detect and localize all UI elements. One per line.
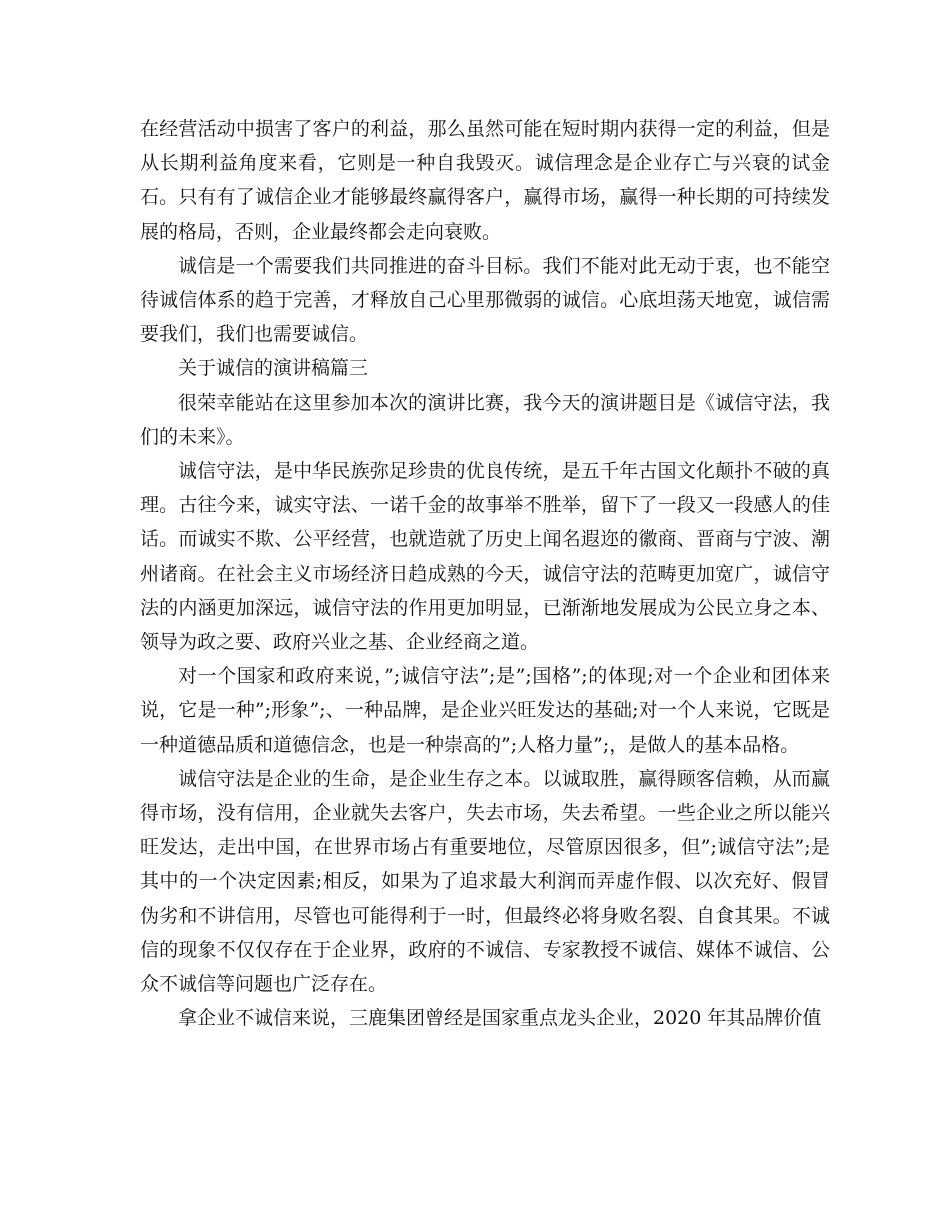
section-heading: 关于诚信的演讲稿篇三 bbox=[178, 357, 369, 380]
paragraph: 诚信守法，是中华民族弥足珍贵的优良传统，是五千年古国文化颠扑不破的真理。古往今来，诚实守法、一诺千金的故事举不胜举，留下了一段又一段感人的佳话。而诚实不欺、公平经营，也就造就了历史上闻名遐迩的徽商、晋商与宁波、潮州诸商。在社会主义市场经济日趋成熟的今天，诚信守法的范畴更加宽广，诚信守法的内涵更加深远，诚信守法的作用更加明显，已渐渐地发展成为公民立身之本、领导为政之要、政府兴业之基、企业经商之道。 bbox=[140, 460, 830, 654]
paragraph-continuation: 在经营活动中损害了客户的利益，那么虽然可能在短时期内获得一定的利益，但是从长期利益角度来看，它则是一种自我毁灭。诚信理念是企业存亡与兴衰的试金石。只有有了诚信企业才能够最终赢得客户，赢得市场，赢得一种长期的可持续发展的格局，否则，企业最终都会走向衰败。 bbox=[140, 118, 830, 243]
paragraph: 对一个国家和政府来说，”;诚信守法”;是”;国格”;的体现;对一个企业和团体来说，它是一种”;形象”;、一种品牌，是企业兴旺发达的基础;对一个人来说，它既是一种道德品质和道德信念，也是一种崇高的”;人格力量”;，是做人的基本品格。 bbox=[140, 665, 830, 756]
paragraph: 很荣幸能站在这里参加本次的演讲比赛，我今天的演讲题目是《诚信守法，我们的未来》。 bbox=[140, 391, 830, 448]
paragraph: 拿企业不诚信来说，三鹿集团曾经是国家重点龙头企业，2020 年其品牌价值 bbox=[178, 1007, 822, 1030]
paragraph: 诚信是一个需要我们共同推进的奋斗目标。我们不能对此无动于衷，也不能空待诚信体系的趋于完善，才释放自己心里那微弱的诚信。心底坦荡天地宽，诚信需要我们，我们也需要诚信。 bbox=[140, 254, 830, 346]
document-body bbox=[140, 112, 830, 1035]
paragraph: 诚信守法是企业的生命，是企业生存之本。以诚取胜，赢得顾客信赖，从而赢得市场，没有信用，企业就失去客户，失去市场，失去希望。一些企业之所以能兴旺发达，走出中国，在世界市场占有重要地位，尽管原因很多，但”;诚信守法”;是其中的一个决定因素;相反，如果为了追求最大利润而弄虚作假、以次充好、假冒伪劣和不讲信用，尽管也可能得利于一时，但最终必将身败名裂、自食其果。不诚信的现象不仅仅存在于企业界，政府的不诚信、专家教授不诚信、媒体不诚信、公众不诚信等问题也广泛存在。 bbox=[140, 767, 830, 996]
